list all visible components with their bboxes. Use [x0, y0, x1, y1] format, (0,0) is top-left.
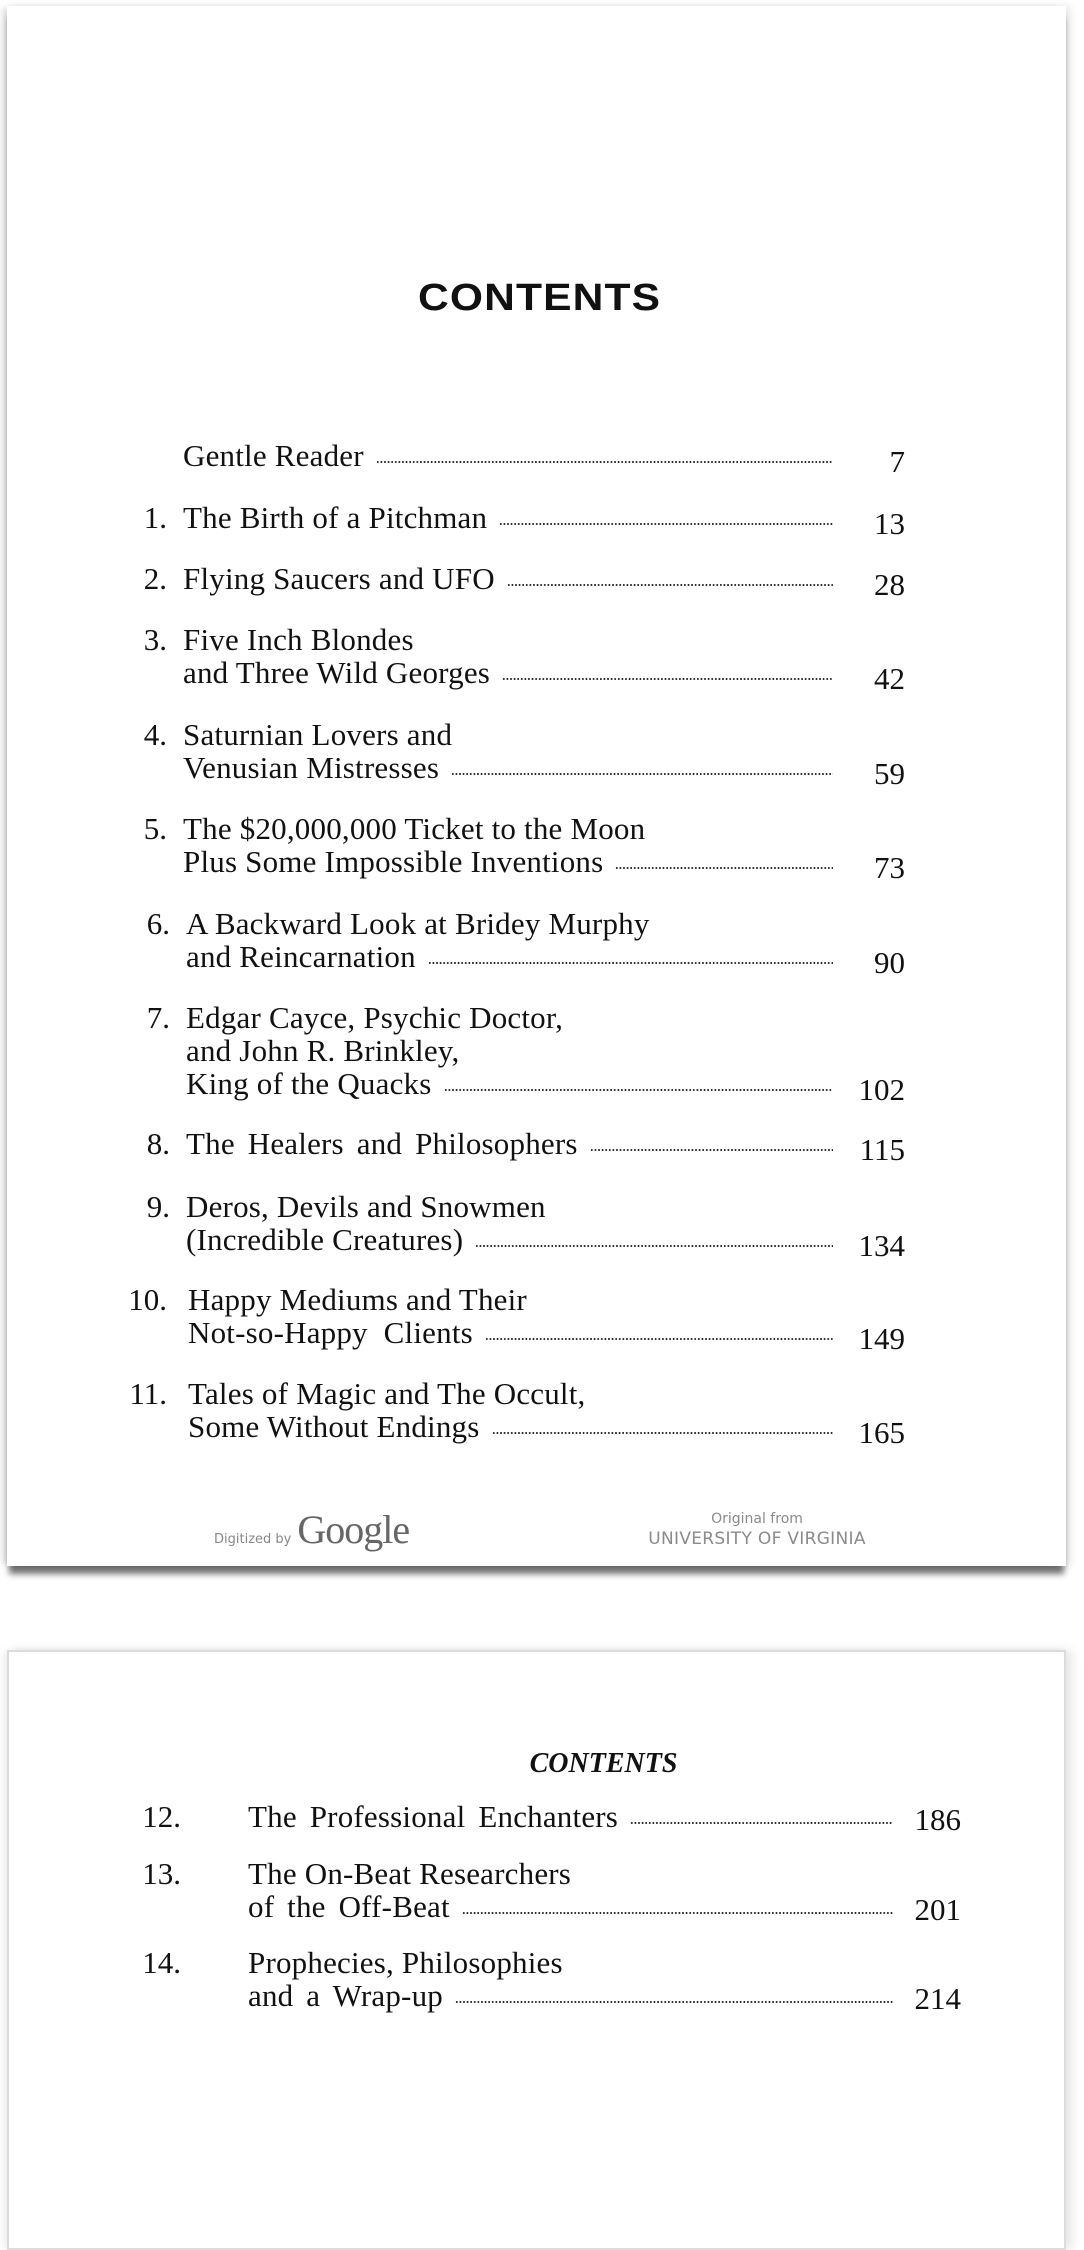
- entry-page-number: 7: [889, 444, 905, 479]
- contents-heading-continued: CONTENTS: [529, 1748, 678, 1779]
- entry-title-line: Plus Some Impossible Inventions: [183, 844, 604, 879]
- entry-page-number: 201: [914, 1892, 961, 1927]
- leader-dots: [502, 677, 833, 681]
- institution-name: UNIVERSITY OF VIRGINIA: [648, 1529, 866, 1549]
- entry-title-line: and Three Wild Georges: [183, 655, 491, 690]
- entry-page-number: 59: [874, 756, 905, 791]
- entry-number: 2.: [143, 561, 167, 596]
- entry-title-line: Saturnian Lovers and: [183, 717, 453, 752]
- entry-title-line: Not-so-Happy Clients: [188, 1315, 473, 1350]
- leader-dots: [630, 1821, 893, 1825]
- entry-page-number: 90: [874, 945, 905, 980]
- leader-dots: [462, 1911, 893, 1915]
- entry-title-line: King of the Quacks: [186, 1066, 432, 1101]
- entry-number: 13.: [142, 1856, 181, 1891]
- entry-number: 11.: [129, 1376, 167, 1411]
- leader-dots: [428, 961, 833, 965]
- entry-page-number: 214: [914, 1981, 961, 2016]
- entry-page-number: 165: [858, 1415, 905, 1450]
- entry-title: The Healers and Philosophers: [186, 1126, 578, 1161]
- entry-title-line: Some Without Endings: [188, 1409, 480, 1444]
- entry-number: 5.: [143, 811, 167, 846]
- entry-title-line: Deros, Devils and Snowmen: [186, 1189, 546, 1224]
- entry-page-number: 134: [858, 1228, 905, 1263]
- leader-dots: [475, 1244, 833, 1248]
- entry-page-number: 73: [874, 850, 905, 885]
- digitized-by-google-watermark: [214, 1506, 409, 1553]
- leader-dots: [590, 1148, 833, 1152]
- entry-title: The Professional Enchanters: [248, 1799, 619, 1834]
- entry-title-line: Prophecies, Philosophies: [248, 1945, 563, 1980]
- entry-page-number: 102: [858, 1072, 905, 1107]
- entry-title-line: Happy Mediums and Their: [188, 1282, 527, 1317]
- entry-page-number: 115: [859, 1132, 905, 1167]
- entry-title-line: Tales of Magic and The Occult,: [188, 1376, 586, 1411]
- entry-title-line: The $20,000,000 Ticket to the Moon: [183, 811, 646, 846]
- entry-title-line: and a Wrap-up: [248, 1978, 443, 2013]
- entry-page-number: 28: [874, 567, 905, 602]
- entry-number: 6.: [146, 906, 170, 941]
- leader-dots: [499, 522, 833, 526]
- leader-dots: [492, 1431, 833, 1435]
- contents-heading: CONTENTS: [418, 277, 662, 319]
- entry-title-line: Edgar Cayce, Psychic Doctor,: [186, 1000, 564, 1035]
- entry-title-line: (Incredible Creatures): [186, 1222, 464, 1257]
- entry-number: 3.: [143, 622, 167, 657]
- entry-number: 14.: [142, 1945, 181, 1980]
- entry-number: 4.: [143, 717, 167, 752]
- entry-page-number: 42: [874, 661, 905, 696]
- leader-dots: [485, 1337, 833, 1341]
- entry-title-line: of the Off-Beat: [248, 1889, 450, 1924]
- entry-title-line: A Backward Look at Bridey Murphy: [186, 906, 650, 941]
- entry-title-line: Five Inch Blondes: [183, 622, 414, 657]
- original-from-watermark: [622, 1510, 892, 1550]
- entry-title-line: and John R. Brinkley,: [186, 1033, 460, 1068]
- entry-number: 8.: [146, 1126, 170, 1161]
- entry-number: 12.: [142, 1799, 181, 1834]
- digitized-by-label: Digitized by: [214, 1532, 292, 1547]
- entry-title-line: and Reincarnation: [186, 939, 416, 974]
- entry-title-line: Venusian Mistresses: [183, 750, 440, 785]
- entry-title: Gentle Reader: [183, 438, 364, 473]
- entry-number: 9.: [146, 1189, 170, 1224]
- leader-dots: [444, 1088, 833, 1092]
- original-from-label: Original from: [711, 1511, 803, 1527]
- entry-page-number: 186: [914, 1802, 961, 1837]
- contents-page-1: [7, 6, 1066, 1566]
- entry-title: Flying Saucers and UFO: [183, 561, 495, 596]
- entry-number: 1.: [143, 500, 167, 535]
- entry-number: 7.: [146, 1000, 170, 1035]
- leader-dots: [455, 2000, 893, 2004]
- google-logo: Google: [297, 1507, 410, 1552]
- entry-page-number: 13: [874, 506, 905, 541]
- leader-dots: [507, 583, 833, 587]
- leader-dots: [451, 772, 833, 776]
- entry-number: 10.: [128, 1282, 167, 1317]
- entry-title: The Birth of a Pitchman: [183, 500, 488, 535]
- leader-dots: [615, 866, 833, 870]
- entry-page-number: 149: [858, 1321, 905, 1356]
- contents-page-2: [7, 1650, 1066, 2250]
- leader-dots: [376, 460, 833, 464]
- entry-title-line: The On-Beat Researchers: [248, 1856, 572, 1891]
